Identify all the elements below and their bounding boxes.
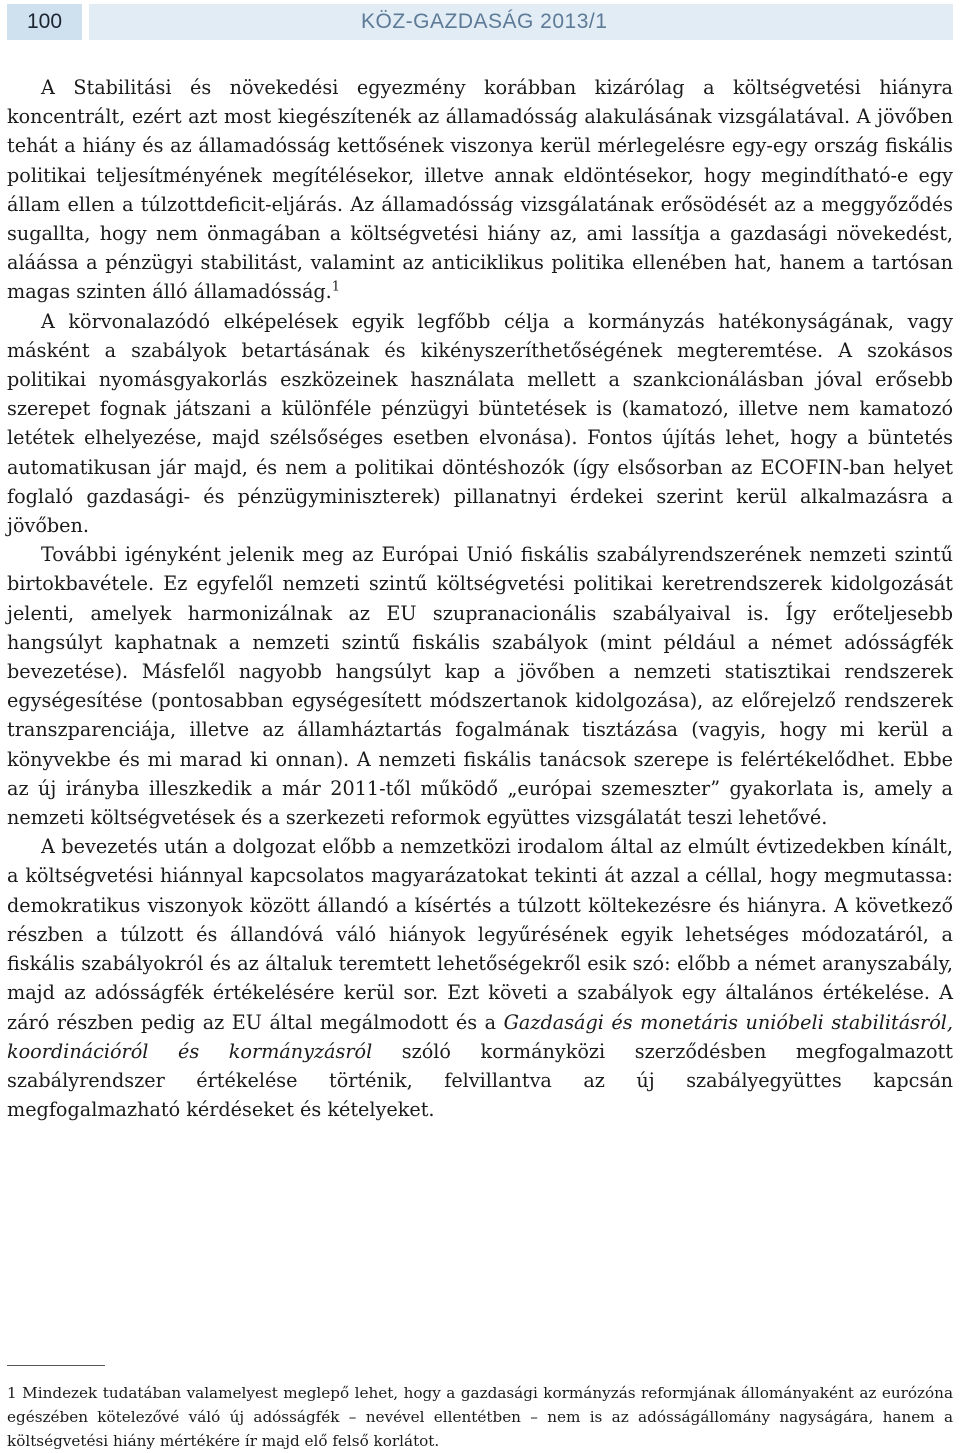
page-header	[7, 4, 953, 40]
running-title: KÖZ-GAZDASÁG 2013/1	[89, 4, 953, 40]
paragraph-4-text-b: szóló kormányközi szerződésben megfogalmazott szabályrendszer értékelése történik, felvillantva az új szabályegyüttes kapcsán megfogalmazható kérdéseket és kételyeket.	[7, 1039, 953, 1122]
footnote-ref-1[interactable]: 1	[331, 280, 341, 296]
footnote-divider	[7, 1365, 105, 1366]
treaty-title: Gazdasági és monetáris unióbeli stabilitásról, koordinációról és kormányzásról	[7, 1010, 953, 1063]
paragraph-1-text: A Stabilitási és növekedési egyezmény korábban kizárólag a költségvetési hiányra koncentrált, ezért azt most kiegészítenék az államadósság alakulásának vizsgálatával. A jövőben tehát a hiány és az államadósság kettősének viszonya kerül mérlegelésre egy-egy ország fiskális politikai teljesítményének megítélésekor, illetve annak eldöntésekor, hogy megindítható-e egy állam ellen a túlzottdeficit-eljárás. Az államadósság vizsgálatának erősödését az a meggyőződés sugallta, hogy nem önmagában a költségvetési hiány az, ami lassítja a gazdasági növekedést, aláássa a pénzügyi stabilitást, valamint az anticiklikus politika ellenében hat, hanem a tartósan magas szinten álló államadósság.	[7, 76, 953, 304]
paragraph-3: További igényként jelenik meg az Európai Unió fiskális szabályrendszerének nemzeti szintű birtokbavétele. Ez egyfelől nemzeti szintű költségvetési politikai keretrendszerek kidolgozását jelenti, amelyek harmonizálnak az EU szupranacionális szabályaival is. Így erőteljesebb hangsúlyt kaphatnak a nemzeti szintű fiskális szabályok (mint például a német adósságfék bevezetése). Másfelől nagyobb hangsúlyt kap a jövőben a nemzeti statisztikai rendszerek egységesítése (pontosabban egységesített módszertanok kidolgozása), az előrejelző rendszerek transzparenciája, illetve az államháztartás fogalmának tisztázása (vagyis, hogy mi kerül a könyvekbe és mi marad ki onnan). A nemzeti fiskális tanácsok szerepe is felértékelődhet. Ebbe az új irányba illeszkedik a már 2011-től működő „európai szemeszter” gyakorlata is, amely a nemzeti költségvetések és a szerkezeti reformok együttes vizsgálatát teszi lehetővé.	[7, 543, 953, 830]
article-body	[7, 73, 953, 1124]
paragraph-4	[7, 832, 953, 1124]
footnote-text: Mindezek tudatában valamelyest meglepő lehet, hogy a gazdasági kormányzás reformjának állományaként az eurózóna egészében kötelezővé váló új adósságfék – nevével ellentétben – nem is az adósságállomány nagyságára, hanem a költségvetési hiány mértékére ír majd elő felső korlátot.	[7, 1384, 954, 1450]
footnote-1	[7, 1381, 953, 1453]
paragraph-2: A körvonalazódó elképelések egyik legfőbb célja a kormányzás hatékonyságának, vagy másként a szabályok betartásának és kikényszeríthetőségének megteremtése. A szokásos politikai nyomásgyakorlás eszközeinek használata mellett a szankcionálásban jóval erősebb szerepet fognak játszani a különféle pénzügyi büntetések is (kamatozó, illetve nem kamatozó letétek elhelyezése, majd szélsőséges esetben elvonása). Fontos újítás lehet, hogy a büntetés automatikusan jár majd, és nem a politikai döntéshozók (így elsősorban az ECOFIN-ban helyet foglaló gazdasági- és pénzügyminiszterek) pillanatnyi érdekei szerint kerül alkalmazásra a jövőben.	[7, 309, 953, 538]
paragraph-1	[7, 73, 953, 307]
footnote-number: 1	[7, 1384, 17, 1402]
paragraph-4-text-a: A bevezetés után a dolgozat előbb a nemzetközi irodalom által az elmúlt évtizedekben kínált, a költségvetési hiánnyal kapcsolatos magyarázatokat tekinti át azzal a céllal, hogy megmutassa: demokratikus viszonyok között állandó a kísértés a túlzott költekezésre és hiányra. A következő részben a túlzott és állandóvá váló hiányok legyűrésének egyik lehetséges módozatáról, a fiskális szabályokról és az általuk teremtett lehetőségekről esik szó: előbb a német aranyszabály, majd az adósságfék értékelésére kerül sor. Ezt követi a szabályok egy általános értékelése. A záró részben pedig az EU által megálmodott és a	[7, 835, 953, 1034]
page-number: 100	[7, 4, 82, 40]
